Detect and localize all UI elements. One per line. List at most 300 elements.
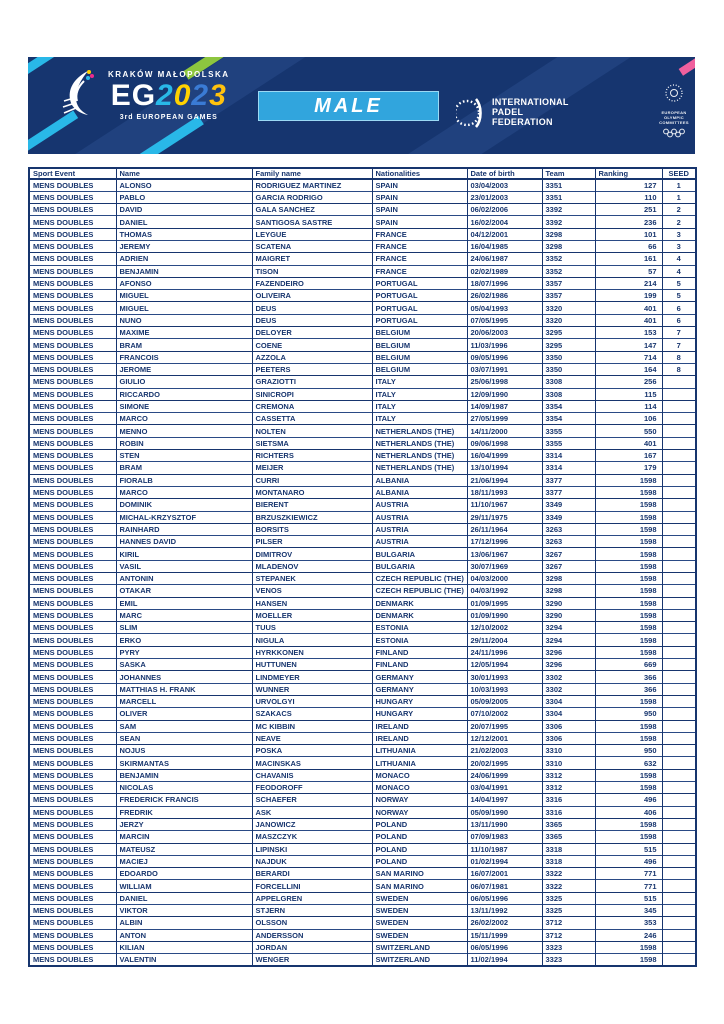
cell-team: 3304: [542, 695, 595, 707]
cell-seed: [662, 782, 696, 794]
cell-nat: NORWAY: [372, 794, 467, 806]
cell-seed: [662, 954, 696, 966]
cell-dob: 12/09/1990: [467, 388, 542, 400]
cell-team: 3306: [542, 732, 595, 744]
cell-name: NICOLAS: [116, 782, 252, 794]
cell-name: FREDERICK FRANCIS: [116, 794, 252, 806]
cell-team: 3377: [542, 486, 595, 498]
cell-dob: 26/02/2002: [467, 917, 542, 929]
ipf-logo: [456, 93, 569, 133]
cell-dob: 11/03/1996: [467, 339, 542, 351]
cell-sport_event: MENS DOUBLES: [29, 634, 116, 646]
cell-dob: 24/11/1996: [467, 646, 542, 658]
cell-sport_event: MENS DOUBLES: [29, 905, 116, 917]
eg2023-logo: [58, 67, 230, 125]
table-row: [29, 240, 696, 252]
cell-dob: 26/02/1986: [467, 290, 542, 302]
cell-seed: [662, 450, 696, 462]
cell-family: GARCIA RODRIGO: [252, 191, 372, 203]
cell-seed: 3: [662, 228, 696, 240]
table-row: [29, 486, 696, 498]
table-row: [29, 265, 696, 277]
cell-name: ALBIN: [116, 917, 252, 929]
cell-nat: PORTUGAL: [372, 277, 467, 289]
cell-family: AZZOLA: [252, 351, 372, 363]
column-header-team: Team: [542, 168, 595, 179]
cell-team: 3308: [542, 388, 595, 400]
cell-sport_event: MENS DOUBLES: [29, 511, 116, 523]
cell-ranking: 1598: [595, 573, 662, 585]
cell-seed: 4: [662, 265, 696, 277]
cell-nat: FINLAND: [372, 646, 467, 658]
cell-team: 3392: [542, 216, 595, 228]
cell-seed: [662, 462, 696, 474]
table-row: [29, 437, 696, 449]
cell-sport_event: MENS DOUBLES: [29, 425, 116, 437]
cell-sport_event: MENS DOUBLES: [29, 216, 116, 228]
table-row: [29, 818, 696, 830]
cell-seed: [662, 499, 696, 511]
cell-seed: 5: [662, 290, 696, 302]
cell-family: MEIJER: [252, 462, 372, 474]
table-row: [29, 597, 696, 609]
eagle-icon: [58, 67, 100, 125]
cell-family: CREMONA: [252, 400, 372, 412]
cell-seed: [662, 548, 696, 560]
cell-seed: 6: [662, 314, 696, 326]
cell-sport_event: MENS DOUBLES: [29, 228, 116, 240]
cell-family: MOELLER: [252, 609, 372, 621]
cell-sport_event: MENS DOUBLES: [29, 191, 116, 203]
cell-family: MONTANARO: [252, 486, 372, 498]
category-box: [258, 91, 439, 121]
cell-nat: PORTUGAL: [372, 302, 467, 314]
cell-name: BRAM: [116, 339, 252, 351]
cell-family: OLSSON: [252, 917, 372, 929]
cell-ranking: 127: [595, 179, 662, 191]
cell-nat: PORTUGAL: [372, 290, 467, 302]
cell-dob: 17/12/1996: [467, 536, 542, 548]
cell-ranking: 1598: [595, 523, 662, 535]
cell-family: CURRI: [252, 474, 372, 486]
table-row: [29, 609, 696, 621]
cell-dob: 14/04/1997: [467, 794, 542, 806]
cell-dob: 20/07/1995: [467, 720, 542, 732]
cell-family: MASZCZYK: [252, 831, 372, 843]
cell-seed: [662, 486, 696, 498]
cell-dob: 01/02/1994: [467, 855, 542, 867]
cell-dob: 05/09/1990: [467, 806, 542, 818]
cell-ranking: 199: [595, 290, 662, 302]
table-row: [29, 745, 696, 757]
cell-team: 3318: [542, 855, 595, 867]
cell-ranking: 1598: [595, 646, 662, 658]
cell-name: KIRIL: [116, 548, 252, 560]
cell-family: SZAKACS: [252, 708, 372, 720]
cell-seed: [662, 437, 696, 449]
ipf-text: [492, 98, 569, 127]
cell-family: NAJDUK: [252, 855, 372, 867]
cell-seed: [662, 720, 696, 732]
cell-family: SANTIGOSA SASTRE: [252, 216, 372, 228]
cell-ranking: 214: [595, 277, 662, 289]
cell-seed: [662, 794, 696, 806]
cell-family: STEPANEK: [252, 573, 372, 585]
cell-team: 3365: [542, 831, 595, 843]
cell-ranking: 115: [595, 388, 662, 400]
cell-ranking: 515: [595, 892, 662, 904]
cell-dob: 13/11/1990: [467, 818, 542, 830]
cell-nat: AUSTRIA: [372, 536, 467, 548]
cell-family: NOLTEN: [252, 425, 372, 437]
cell-team: 3357: [542, 290, 595, 302]
cell-family: MC KIBBIN: [252, 720, 372, 732]
cell-seed: [662, 868, 696, 880]
cell-ranking: 1598: [595, 818, 662, 830]
cell-name: BENJAMIN: [116, 265, 252, 277]
cell-ranking: 161: [595, 253, 662, 265]
cell-team: 3302: [542, 683, 595, 695]
cell-ranking: 236: [595, 216, 662, 228]
cell-name: MATTHIAS H. FRANK: [116, 683, 252, 695]
cell-family: BRZUSZKIEWICZ: [252, 511, 372, 523]
table-row: [29, 732, 696, 744]
cell-team: 3310: [542, 757, 595, 769]
cell-team: 3316: [542, 794, 595, 806]
cell-sport_event: MENS DOUBLES: [29, 277, 116, 289]
cell-team: 3295: [542, 339, 595, 351]
cell-nat: NETHERLANDS (THE): [372, 437, 467, 449]
table-row: [29, 339, 696, 351]
cell-nat: NORWAY: [372, 806, 467, 818]
cell-nat: ITALY: [372, 376, 467, 388]
table-row: [29, 425, 696, 437]
table-row: [29, 351, 696, 363]
cell-seed: [662, 769, 696, 781]
cell-nat: POLAND: [372, 818, 467, 830]
table-row: [29, 573, 696, 585]
cell-team: 3304: [542, 708, 595, 720]
cell-family: DEUS: [252, 302, 372, 314]
cell-dob: 12/05/1994: [467, 659, 542, 671]
cell-ranking: 496: [595, 794, 662, 806]
table-row: [29, 499, 696, 511]
cell-sport_event: MENS DOUBLES: [29, 573, 116, 585]
table-row: [29, 905, 696, 917]
cell-nat: ALBANIA: [372, 486, 467, 498]
cell-seed: [662, 646, 696, 658]
cell-dob: 29/11/2004: [467, 634, 542, 646]
cell-ranking: 164: [595, 363, 662, 375]
cell-sport_event: MENS DOUBLES: [29, 363, 116, 375]
cell-ranking: 1598: [595, 695, 662, 707]
cell-sport_event: MENS DOUBLES: [29, 646, 116, 658]
cell-nat: SWEDEN: [372, 892, 467, 904]
table-row: [29, 450, 696, 462]
cell-name: JERZY: [116, 818, 252, 830]
cell-family: TUUS: [252, 622, 372, 634]
table-row: [29, 868, 696, 880]
table-row: [29, 831, 696, 843]
entry-table: [28, 167, 697, 967]
cell-team: 3377: [542, 474, 595, 486]
cell-sport_event: MENS DOUBLES: [29, 462, 116, 474]
table-row: [29, 388, 696, 400]
cell-nat: IRELAND: [372, 720, 467, 732]
cell-ranking: 1598: [595, 732, 662, 744]
cell-sport_event: MENS DOUBLES: [29, 302, 116, 314]
cell-dob: 14/11/2000: [467, 425, 542, 437]
cell-nat: PORTUGAL: [372, 314, 467, 326]
cell-sport_event: MENS DOUBLES: [29, 831, 116, 843]
cell-family: JORDAN: [252, 941, 372, 953]
cell-family: NIGULA: [252, 634, 372, 646]
cell-team: 3323: [542, 941, 595, 953]
cell-ranking: 251: [595, 204, 662, 216]
cell-seed: [662, 634, 696, 646]
table-row: [29, 806, 696, 818]
cell-nat: POLAND: [372, 831, 467, 843]
cell-nat: BELGIUM: [372, 327, 467, 339]
table-row: [29, 585, 696, 597]
cell-name: BENJAMIN: [116, 769, 252, 781]
cell-dob: 07/05/1995: [467, 314, 542, 326]
cell-team: 3349: [542, 511, 595, 523]
cell-name: MACIEJ: [116, 855, 252, 867]
cell-name: DANIEL: [116, 892, 252, 904]
table-row: [29, 253, 696, 265]
cell-sport_event: MENS DOUBLES: [29, 794, 116, 806]
cell-team: 3263: [542, 523, 595, 535]
cell-sport_event: MENS DOUBLES: [29, 818, 116, 830]
cell-family: FAZENDEIRO: [252, 277, 372, 289]
cell-seed: [662, 941, 696, 953]
cell-name: HANNES DAVID: [116, 536, 252, 548]
table-row: [29, 659, 696, 671]
cell-name: SASKA: [116, 659, 252, 671]
cell-ranking: 246: [595, 929, 662, 941]
cell-nat: LITHUANIA: [372, 745, 467, 757]
cell-nat: SWEDEN: [372, 929, 467, 941]
cell-name: MARCELL: [116, 695, 252, 707]
table-row: [29, 511, 696, 523]
cell-seed: [662, 511, 696, 523]
cell-seed: [662, 757, 696, 769]
cell-team: 3308: [542, 376, 595, 388]
cell-family: GALA SANCHEZ: [252, 204, 372, 216]
cell-nat: AUSTRIA: [372, 511, 467, 523]
cell-ranking: 66: [595, 240, 662, 252]
cell-name: ANTON: [116, 929, 252, 941]
cell-sport_event: MENS DOUBLES: [29, 499, 116, 511]
cell-sport_event: MENS DOUBLES: [29, 523, 116, 535]
cell-nat: SPAIN: [372, 191, 467, 203]
cell-sport_event: MENS DOUBLES: [29, 745, 116, 757]
cell-team: 3298: [542, 585, 595, 597]
cell-dob: 09/05/1996: [467, 351, 542, 363]
cell-name: DOMINIK: [116, 499, 252, 511]
cell-seed: [662, 818, 696, 830]
cell-nat: LITHUANIA: [372, 757, 467, 769]
cell-sport_event: MENS DOUBLES: [29, 757, 116, 769]
cell-sport_event: MENS DOUBLES: [29, 769, 116, 781]
cell-family: PEETERS: [252, 363, 372, 375]
cell-ranking: 1598: [595, 634, 662, 646]
cell-dob: 20/02/1995: [467, 757, 542, 769]
cell-family: DIMITROV: [252, 548, 372, 560]
table-row: [29, 523, 696, 535]
cell-dob: 05/09/2005: [467, 695, 542, 707]
cell-seed: 2: [662, 216, 696, 228]
table-row: [29, 204, 696, 216]
cell-seed: [662, 892, 696, 904]
cell-dob: 01/09/1995: [467, 597, 542, 609]
cell-seed: [662, 708, 696, 720]
cell-sport_event: MENS DOUBLES: [29, 929, 116, 941]
cell-nat: POLAND: [372, 843, 467, 855]
cell-ranking: 1598: [595, 548, 662, 560]
cell-dob: 11/02/1994: [467, 954, 542, 966]
cell-sport_event: MENS DOUBLES: [29, 179, 116, 191]
cell-seed: [662, 413, 696, 425]
table-row: [29, 290, 696, 302]
eoc-logo: [650, 83, 695, 143]
cell-nat: FRANCE: [372, 240, 467, 252]
cell-seed: [662, 745, 696, 757]
cell-seed: 8: [662, 351, 696, 363]
table-row: [29, 413, 696, 425]
cell-sport_event: MENS DOUBLES: [29, 880, 116, 892]
table-row: [29, 277, 696, 289]
cell-seed: [662, 683, 696, 695]
table-row: [29, 646, 696, 658]
cell-nat: NETHERLANDS (THE): [372, 450, 467, 462]
cell-nat: FRANCE: [372, 265, 467, 277]
cell-name: ALONSO: [116, 179, 252, 191]
cell-family: CASSETTA: [252, 413, 372, 425]
cell-dob: 25/06/1998: [467, 376, 542, 388]
cell-nat: MONACO: [372, 769, 467, 781]
cell-dob: 10/03/1993: [467, 683, 542, 695]
table-row: [29, 720, 696, 732]
cell-family: RODRIGUEZ MARTINEZ: [252, 179, 372, 191]
cell-dob: 07/09/1983: [467, 831, 542, 843]
table-row: [29, 216, 696, 228]
cell-dob: 06/05/1996: [467, 941, 542, 953]
cell-nat: SPAIN: [372, 216, 467, 228]
cell-seed: [662, 855, 696, 867]
cell-ranking: 110: [595, 191, 662, 203]
cell-nat: ESTONIA: [372, 622, 467, 634]
cell-name: ERKO: [116, 634, 252, 646]
cell-name: JOHANNES: [116, 671, 252, 683]
cell-name: EDOARDO: [116, 868, 252, 880]
cell-family: NEAVE: [252, 732, 372, 744]
cell-dob: 27/05/1999: [467, 413, 542, 425]
table-row: [29, 929, 696, 941]
cell-family: HUTTUNEN: [252, 659, 372, 671]
cell-sport_event: MENS DOUBLES: [29, 450, 116, 462]
cell-nat: NETHERLANDS (THE): [372, 462, 467, 474]
table-row: [29, 228, 696, 240]
cell-ranking: 106: [595, 413, 662, 425]
table-row: [29, 954, 696, 966]
cell-seed: [662, 671, 696, 683]
cell-name: VIKTOR: [116, 905, 252, 917]
table-row: [29, 757, 696, 769]
cell-seed: 2: [662, 204, 696, 216]
column-header-sport_event: Sport Event: [29, 168, 116, 179]
cell-ranking: 101: [595, 228, 662, 240]
cell-dob: 12/12/2001: [467, 732, 542, 744]
cell-family: CHAVANIS: [252, 769, 372, 781]
cell-family: MACINSKAS: [252, 757, 372, 769]
cell-name: MIGUEL: [116, 290, 252, 302]
cell-ranking: 950: [595, 708, 662, 720]
brand-city-label: KRAKÓW MAŁOPOLSKA: [108, 70, 230, 79]
cell-team: 3325: [542, 892, 595, 904]
cell-family: WENGER: [252, 954, 372, 966]
cell-family: OLIVEIRA: [252, 290, 372, 302]
cell-dob: 07/10/2002: [467, 708, 542, 720]
cell-ranking: 1598: [595, 622, 662, 634]
cell-ranking: 401: [595, 314, 662, 326]
cell-seed: 7: [662, 339, 696, 351]
cell-ranking: 515: [595, 843, 662, 855]
cell-sport_event: MENS DOUBLES: [29, 941, 116, 953]
cell-nat: DENMARK: [372, 609, 467, 621]
cell-team: 3314: [542, 450, 595, 462]
cell-team: 3323: [542, 954, 595, 966]
cell-dob: 21/02/2003: [467, 745, 542, 757]
table-row: [29, 462, 696, 474]
cell-seed: [662, 560, 696, 572]
table-row: [29, 622, 696, 634]
cell-name: GIULIO: [116, 376, 252, 388]
cell-team: 3290: [542, 609, 595, 621]
cell-nat: BELGIUM: [372, 363, 467, 375]
cell-team: 3349: [542, 499, 595, 511]
cell-team: 3318: [542, 843, 595, 855]
cell-sport_event: MENS DOUBLES: [29, 720, 116, 732]
cell-sport_event: MENS DOUBLES: [29, 585, 116, 597]
cell-name: ADRIEN: [116, 253, 252, 265]
cell-family: COENE: [252, 339, 372, 351]
cell-family: LINDMEYER: [252, 671, 372, 683]
cell-dob: 21/06/1994: [467, 474, 542, 486]
cell-ranking: 1598: [595, 585, 662, 597]
cell-family: DELOYER: [252, 327, 372, 339]
cell-ranking: 256: [595, 376, 662, 388]
cell-family: SCHAEFER: [252, 794, 372, 806]
cell-sport_event: MENS DOUBLES: [29, 843, 116, 855]
cell-seed: [662, 400, 696, 412]
cell-family: ASK: [252, 806, 372, 818]
cell-seed: [662, 536, 696, 548]
cell-family: MAIGRET: [252, 253, 372, 265]
cell-seed: [662, 573, 696, 585]
ipf-line-1: INTERNATIONAL: [492, 97, 569, 108]
table-row: [29, 695, 696, 707]
cell-name: JEROME: [116, 363, 252, 375]
cell-seed: 7: [662, 327, 696, 339]
cell-family: RICHTERS: [252, 450, 372, 462]
cell-sport_event: MENS DOUBLES: [29, 917, 116, 929]
cell-nat: POLAND: [372, 855, 467, 867]
cell-nat: DENMARK: [372, 597, 467, 609]
cell-name: OLIVER: [116, 708, 252, 720]
cell-name: MICHAL-KRZYSZTOF: [116, 511, 252, 523]
